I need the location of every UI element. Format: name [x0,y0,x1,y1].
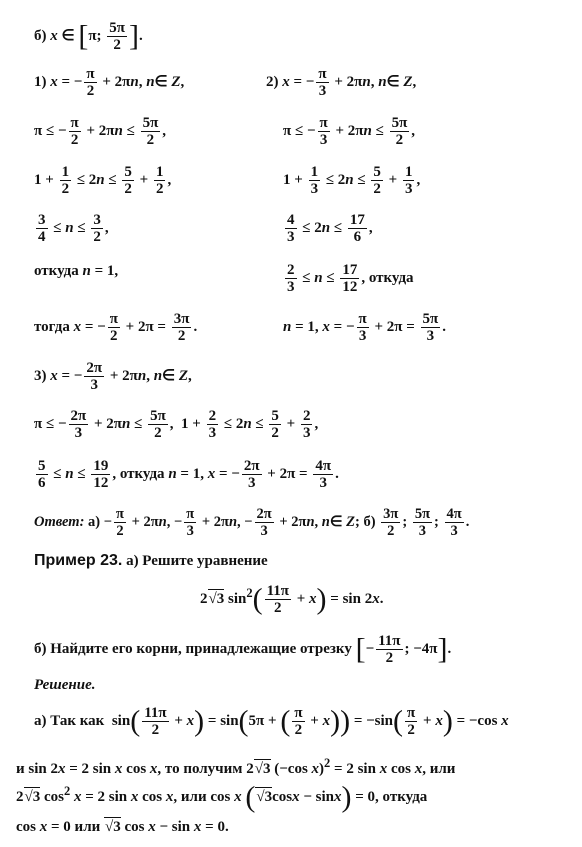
case-1-result: тогда x = − $\frac{\pi}{2}$ + 2π = $\frac{3\pi}{2}$ . [34,311,198,344]
answer-label: Ответ: [34,513,85,530]
solution-line-4: cos x = 0 или √3 cos x − sin x = 0. [16,819,229,835]
case-2-result: n = 1, x = − $\frac{\pi}{3}$ + 2π = $\frac{5\pi}{3}$ . [283,311,447,344]
case-1-inequality-2: 1 + $\frac{1}{2}$ ≤ 2n ≤ $\frac{5}{2}$ + $\frac{1}{2}$ , [34,164,172,197]
example-title: Пример 23. [34,552,123,569]
case-2-inequality-1: π ≤ − $\frac{\pi}{3}$ + 2πn ≤ $\frac{5\pi}{2}$ , [283,115,416,148]
solution-line-1: а) Так как sin( $\frac{11\pi}{2}$ + x) = sin(5π + ( $\frac{\pi}{2}$ + x)) = −sin( $\frac{\pi}{2}$ + x) = −cos x [34,704,509,738]
example-part-b: б) Найдите его корни, принадлежащие отрезку [− $\frac{11\pi}{2}$ ; −4π]. [34,632,452,666]
case-3-formula: 3) x = − $\frac{2\pi}{3}$ + 2πn, n∈ Z, [34,360,192,393]
case-3-result: $\frac{5}{6}$ ≤ n ≤ $\frac{19}{12}$ , откуда n = 1, x = − $\frac{2\pi}{3}$ + 2π = $\frac{4\pi}{3}$ . [38,458,339,491]
solution-line-3: 2√3 $\cos^2 x = 2$ sin x cos x, или cos x (√3cosx − sinx) = 0, откуда [16,780,428,814]
answer-line: Ответ: а) − $\frac{\pi}{2}$ + 2πn, − $\frac{\pi}{3}$ + 2πn, − $\frac{2\pi}{3}$ + 2πn, n∈ Z; б) $\frac{3\pi}{2}$ ; $\frac{5\pi}{3}$ ; $\frac{4\pi}{3}$ . [34,506,470,539]
case-1-formula: 1) x = − $\frac{\pi}{2}$ + 2πn, n∈ Z, [34,66,185,99]
case-2-formula: 2) x = − $\frac{\pi}{3}$ + 2πn, n∈ Z, [266,66,417,99]
case-2-inequality-3: $\frac{4}{3}$ ≤ 2n ≤ $\frac{17}{6}$ , [287,212,373,245]
solution-line-2: и sin 2x = 2 sin x cos x, то получим 2√3 (−cos x)$^2$ = 2 sin x cos x, или [16,756,456,777]
example-part-a: а) Решите уравнение [126,553,268,569]
solution-label: Решение. [34,677,96,693]
example-heading [34,552,268,570]
case-2-inequality-4: $\frac{2}{3}$ ≤ n ≤ $\frac{17}{12}$ , откуда [287,262,414,295]
case-2-inequality-2: 1 + $\frac{1}{3}$ ≤ 2n ≤ $\frac{5}{2}$ + $\frac{1}{3}$ , [283,164,421,197]
main-equation: 2√3 $\sin^2$( $\frac{11\pi}{2}$ + x) = sin 2x. [200,582,384,616]
case-1-inequality-3: $\frac{3}{4}$ ≤ n ≤ $\frac{3}{2}$ , [38,212,109,245]
case-1-otkuda: откуда n = 1, [34,263,119,279]
case-1-inequality-1: π ≤ − $\frac{\pi}{2}$ + 2πn ≤ $\frac{5\pi}{2}$ , [34,115,167,148]
case-3-inequality-1: π ≤ − $\frac{2\pi}{3}$ + 2πn ≤ $\frac{5\pi}{2}$ , 1 + $\frac{2}{3}$ ≤ 2n ≤ $\frac{5}{2}$ + $\frac{2}{3}$ , [34,408,319,441]
interval-condition: б) x ∈ [π; $\frac{5\pi}{2}$ ]. [34,19,143,53]
